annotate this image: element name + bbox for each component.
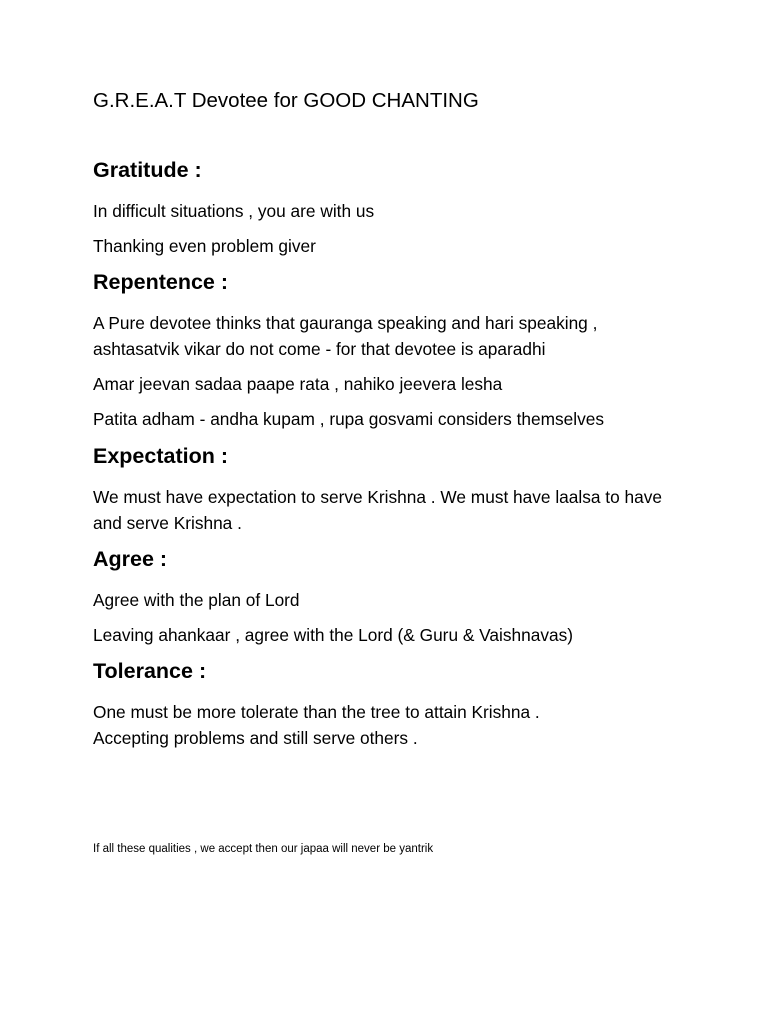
paragraph-tolerance-1: One must be more tolerate than the tree to attain Krishna . Accepting problems and still serve others .: [93, 702, 540, 748]
paragraph-expectation-1: We must have expectation to serve Krishna . We must have laalsa to have and serve Krishna .: [93, 487, 662, 533]
footnote: If all these qualities , we accept then our japaa will never be yantrik: [93, 843, 434, 855]
document-title: G.R.E.A.T Devotee for GOOD CHANTING: [93, 89, 479, 112]
paragraph-gratitude-1: In difficult situations , you are with us: [93, 201, 375, 221]
paragraph-agree-1: Agree with the plan of Lord: [93, 590, 300, 610]
paragraph-gratitude-2: Thanking even problem giver: [93, 236, 316, 256]
heading-expectation: Expectation :: [93, 444, 228, 468]
paragraph-repentence-2: Amar jeevan sadaa paape rata , nahiko jeevera lesha: [93, 374, 503, 394]
paragraph-repentence-3: Patita adham - andha kupam , rupa gosvami considers themselves: [93, 409, 605, 429]
heading-gratitude: Gratitude :: [93, 158, 202, 182]
heading-tolerance: Tolerance :: [93, 659, 207, 683]
paragraph-agree-2: Leaving ahankaar , agree with the Lord (& Guru & Vaishnavas): [93, 625, 573, 645]
heading-agree: Agree :: [93, 547, 168, 571]
heading-repentence: Repentence :: [93, 270, 229, 294]
paragraph-repentence-1: A Pure devotee thinks that gauranga speaking and hari speaking , ashtasatvik vikar do not come - for that devotee is aparadhi: [93, 313, 598, 359]
